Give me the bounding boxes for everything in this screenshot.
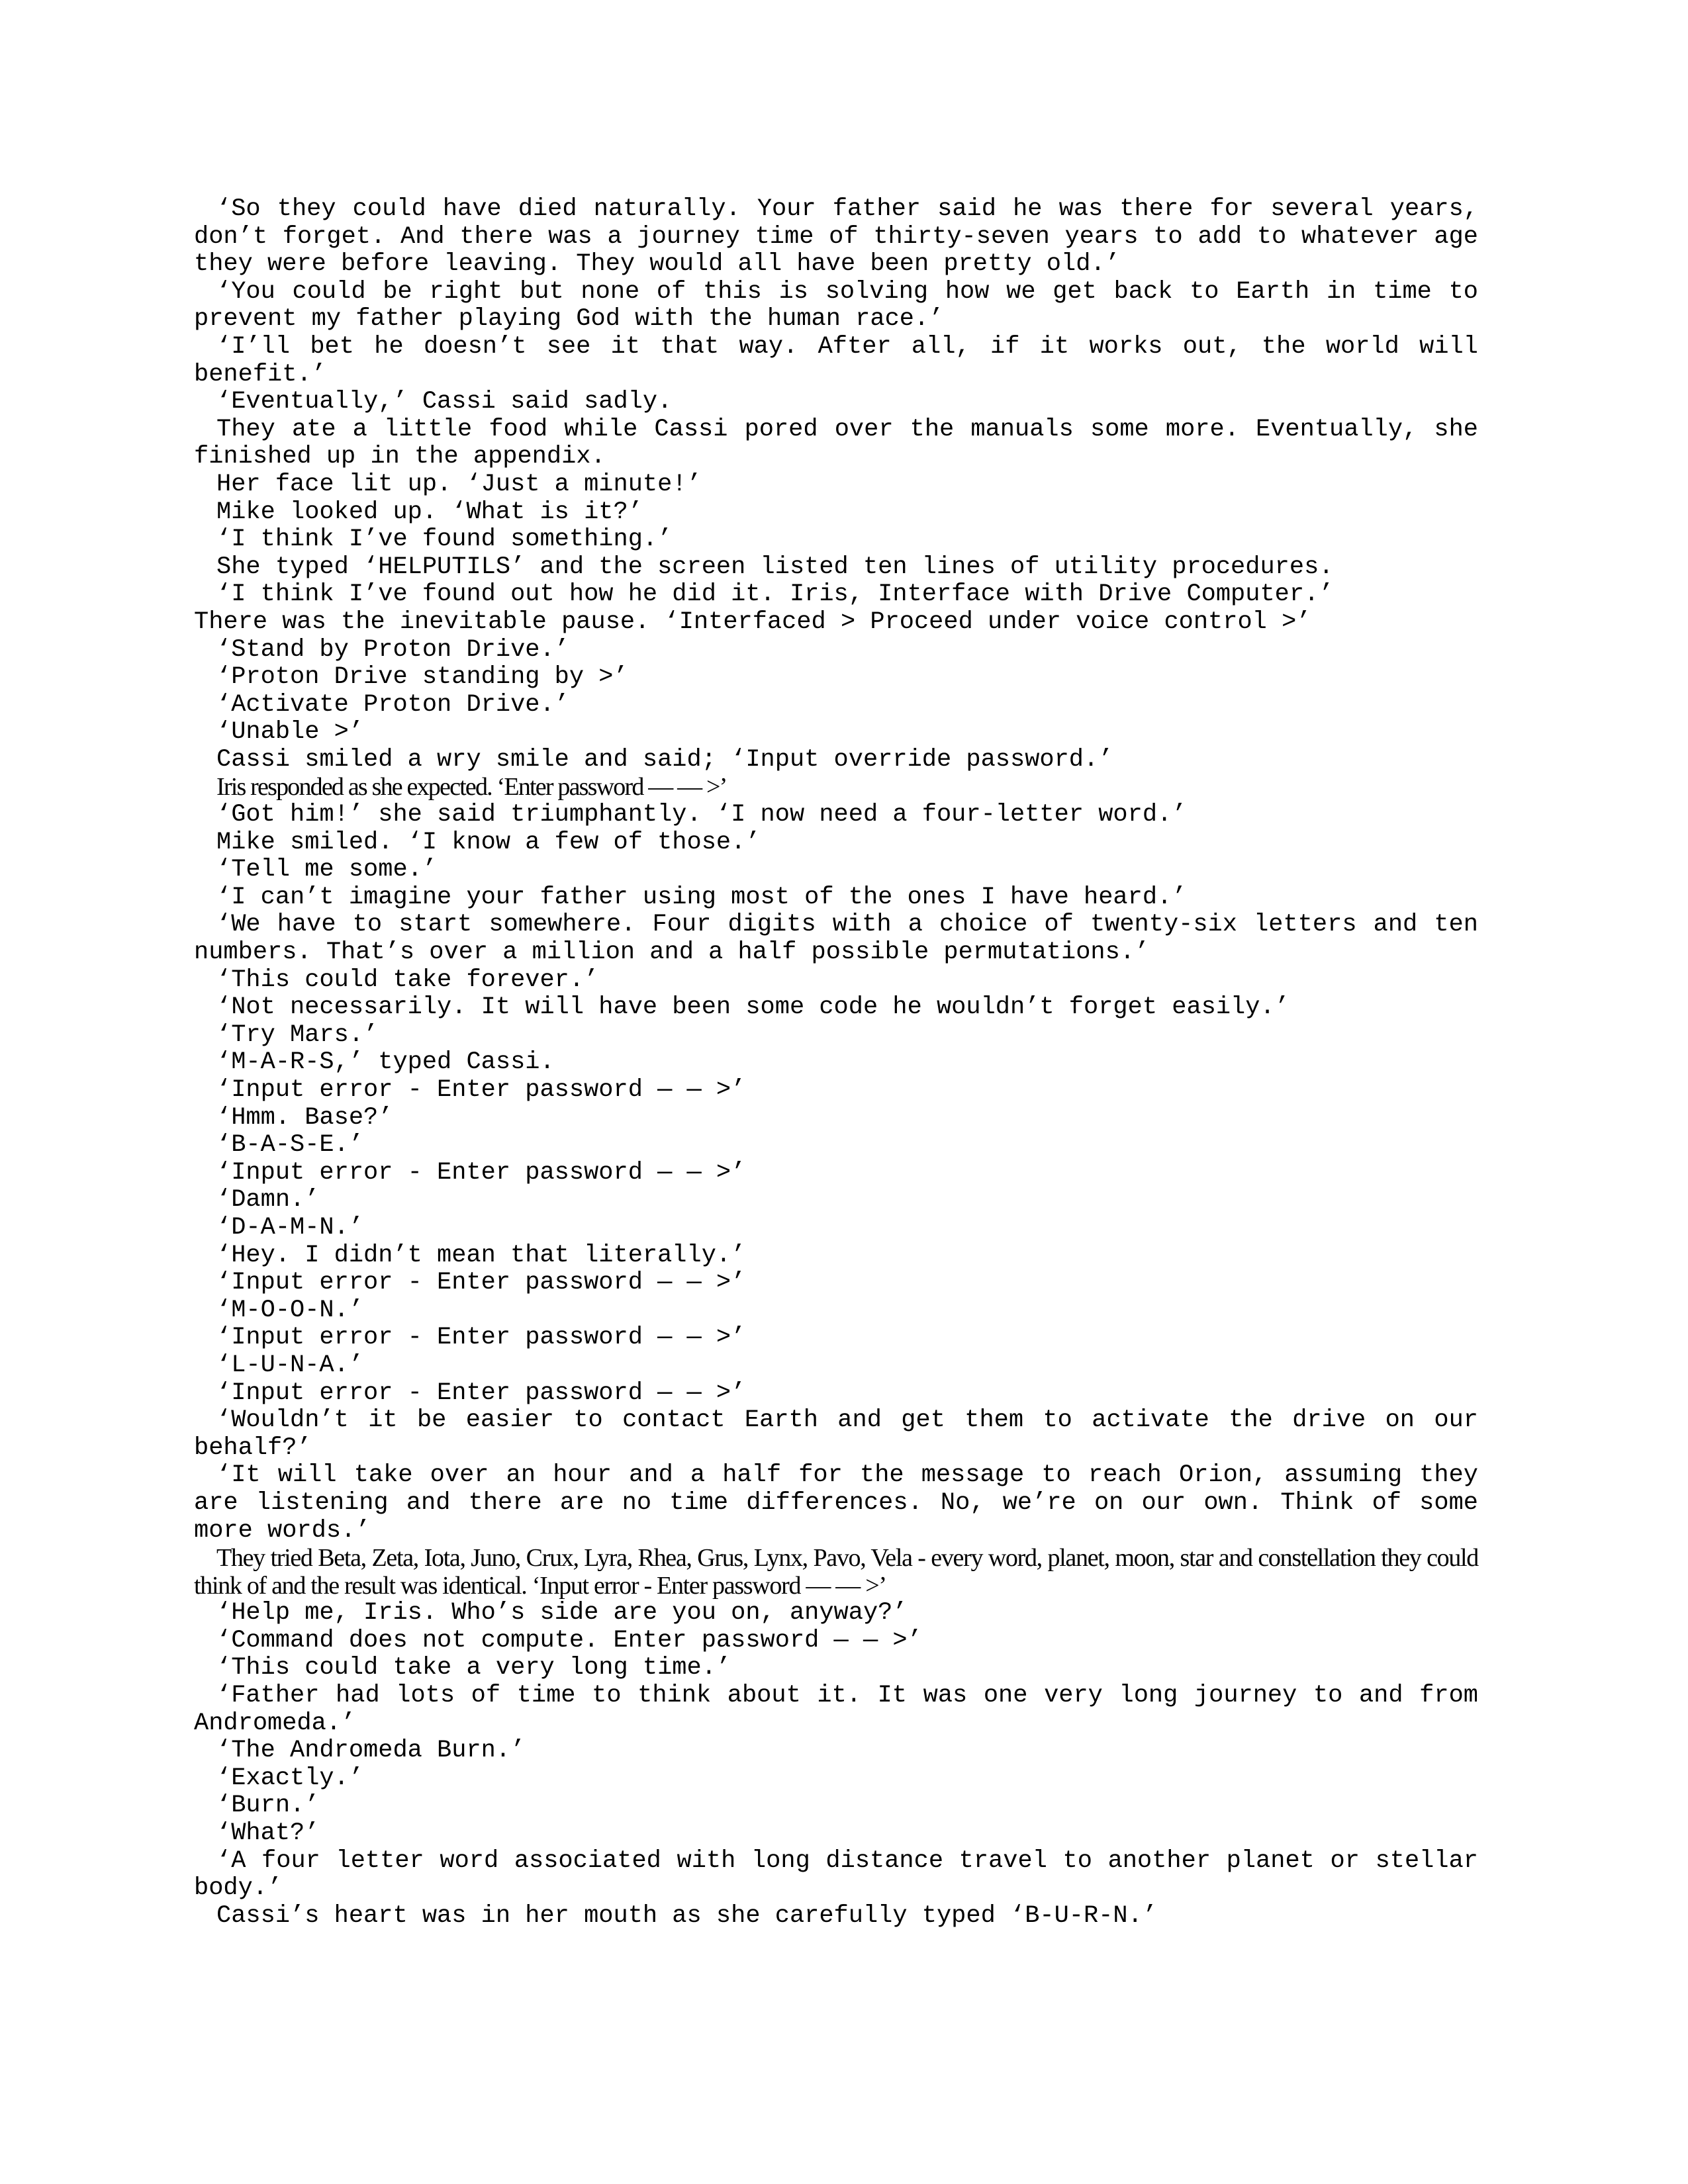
paragraph: They tried Beta, Zeta, Iota, Juno, Crux, Lyra, Rhea, Grus, Lynx, Pavo, Vela - every word, planet, moon, star and constellation they could think of and the result was identical. ‘Input error - Enter password — — >’ <box>194 1544 1478 1600</box>
paragraph: ‘I can’t imagine your father using most of the ones I have heard.’ <box>216 883 1187 911</box>
paragraph: Iris responded as she expected. ‘Enter password — — >’ <box>216 773 727 801</box>
paragraph: ‘Burn.’ <box>216 1792 320 1820</box>
paragraph: ‘Wouldn’t it be easier to contact Earth and get them to activate the drive on our behalf?’ <box>194 1406 1478 1462</box>
paragraph: ‘Input error - Enter password — — >’ <box>216 1324 746 1352</box>
paragraph: ‘Damn.’ <box>216 1186 320 1214</box>
paragraph: ‘Input error - Enter password — — >’ <box>216 1158 746 1187</box>
paragraph: ‘L-U-N-A.’ <box>216 1351 364 1379</box>
paragraph: ‘Input error - Enter password — — >’ <box>216 1379 746 1407</box>
paragraph: ‘Not necessarily. It will have been some code he wouldn’t forget easily.’ <box>216 993 1289 1022</box>
paragraph: ‘Stand by Proton Drive.’ <box>216 635 569 664</box>
paragraph: ‘A four letter word associated with long distance travel to another planet or stellar body.’ <box>194 1846 1478 1903</box>
paragraph: ‘Input error - Enter password — — >’ <box>216 1076 746 1104</box>
paragraph: ‘D-A-M-N.’ <box>216 1213 364 1242</box>
paragraph: ‘We have to start somewhere. Four digits with a choice of twenty-six letters and ten numbers. That’s over a million and a half possible permutations.’ <box>194 911 1478 967</box>
paragraph: ‘M-O-O-N.’ <box>216 1296 364 1324</box>
paragraph: ‘Unable >’ <box>216 718 364 747</box>
paragraph: ‘Help me, Iris. Who’s side are you on, anyway?’ <box>216 1599 908 1627</box>
paragraph: Mike looked up. ‘What is it?’ <box>216 498 643 526</box>
paragraph: ‘Input error - Enter password — — >’ <box>216 1269 746 1297</box>
paragraph: ‘The Andromeda Burn.’ <box>216 1737 526 1765</box>
paragraph: ‘It will take over an hour and a half for the message to reach Orion, assuming they are listening and there are no time differences. No, we’re on our own. Think of some more words.’ <box>194 1461 1478 1545</box>
paragraph: ‘B-A-S-E.’ <box>216 1131 364 1160</box>
paragraph: ‘Father had lots of time to think about it. It was one very long journey to and from Andromeda.’ <box>194 1682 1478 1737</box>
paragraph: ‘This could take forever.’ <box>216 966 599 994</box>
paragraph: Mike smiled. ‘I know a few of those.’ <box>216 828 761 856</box>
paragraph: ‘What?’ <box>216 1819 320 1848</box>
paragraph: They ate a little food while Cassi pored over the manuals some more. Eventually, she finished up in the appendix. <box>194 415 1478 471</box>
paragraph: ‘Activate Proton Drive.’ <box>216 690 569 719</box>
paragraph: Cassi’s heart was in her mouth as she carefully typed ‘B-U-R-N.’ <box>216 1901 1158 1930</box>
paragraph: She typed ‘HELPUTILS’ and the screen listed ten lines of utility procedures. <box>216 553 1334 581</box>
paragraph: ‘Eventually,’ Cassi said sadly. <box>216 388 673 416</box>
paragraph: ‘I think I’ve found out how he did it. Iris, Interface with Drive Computer.’ <box>216 580 1334 609</box>
paragraph: ‘You could be right but none of this is solving how we get back to Earth in time to prevent my father playing God with the human race.’ <box>194 277 1478 334</box>
paragraph: ‘So they could have died naturally. Your father said he was there for several years, don’t forget. And there was a journey time of thirty-seven years to add to whatever age they were before leaving. They would all have been pretty old.’ <box>194 195 1478 279</box>
paragraph: ‘I think I’ve found something.’ <box>216 525 673 554</box>
paragraph: Her face lit up. ‘Just a minute!’ <box>216 470 702 498</box>
paragraph: ‘I’ll bet he doesn’t see it that way. After all, if it works out, the world will benefit.’ <box>194 332 1478 388</box>
paragraph: ‘Command does not compute. Enter password — — >’ <box>216 1626 922 1655</box>
paragraph: ‘Proton Drive standing by >’ <box>216 663 628 692</box>
paragraph: ‘Exactly.’ <box>216 1764 364 1792</box>
paragraph: ‘M-A-R-S,’ typed Cassi. <box>216 1048 555 1077</box>
paragraph: ‘This could take a very long time.’ <box>216 1654 731 1682</box>
paragraph: ‘Got him!’ she said triumphantly. ‘I now need a four-letter word.’ <box>216 801 1187 829</box>
paragraph: There was the inevitable pause. ‘Interfaced > Proceed under voice control >’ <box>194 608 1311 636</box>
paragraph: ‘Hey. I didn’t mean that literally.’ <box>216 1241 746 1269</box>
paragraph: ‘Hmm. Base?’ <box>216 1103 393 1132</box>
paragraph: ‘Tell me some.’ <box>216 856 438 884</box>
body-text <box>194 196 1478 1930</box>
paragraph: ‘Try Mars.’ <box>216 1021 379 1049</box>
paragraph: Cassi smiled a wry smile and said; ‘Input override password.’ <box>216 745 1113 774</box>
